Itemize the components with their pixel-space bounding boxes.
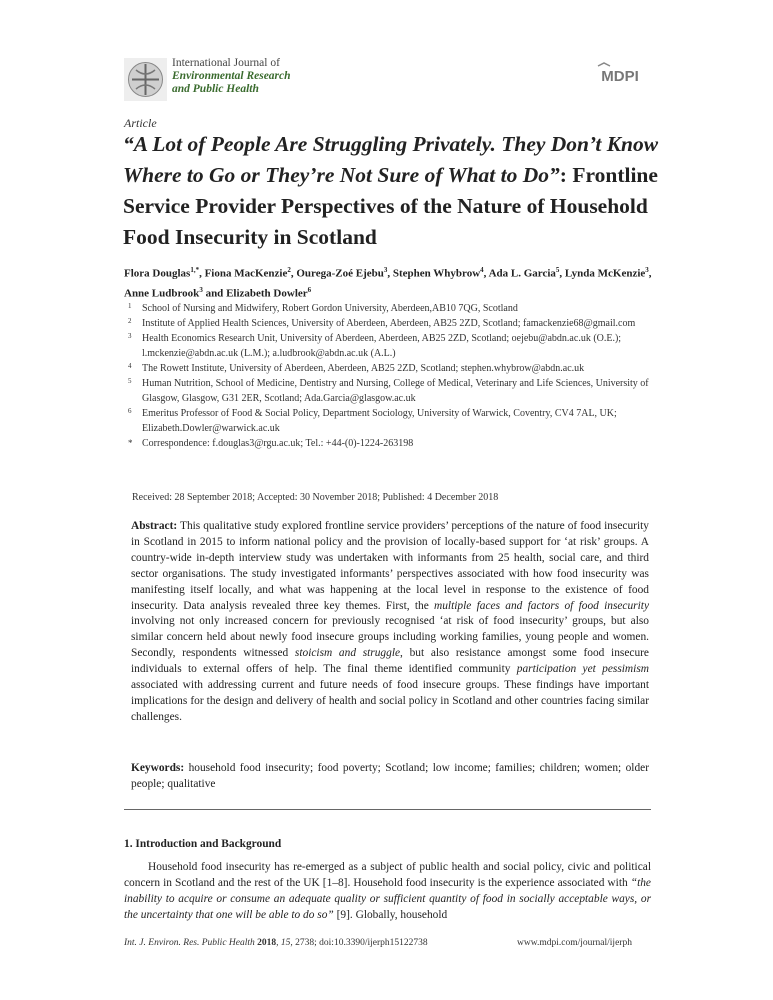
- journal-name-line2: Environmental Research: [172, 70, 291, 82]
- author: Ada L. Garcia: [488, 267, 556, 280]
- abstract-text: This qualitative study explored frontline service providers’ perceptions of the nature of food insecurity in Scotland in 2015 to inform national policy and the provision of locally-based support for ‘at risk’ groups. A country-wide in-depth interview study was undertaken with informants from 25 health, social care, and third sector organisations. The study investigated informants’ perspectives associated with how food insecurity was manifesting itself locally, and what was happening at the local level in response to the existence of food insecurity. Data analysis revealed three key themes. First, the: [131, 520, 649, 612]
- author-affiliation-mark: 6: [307, 285, 312, 294]
- author: Flora Douglas: [124, 267, 191, 280]
- affiliation-text: The Rowett Institute, University of Aberdeen, Aberdeen, AB25 2ZD, Scotland; stephen.whybrow@abdn.ac.uk: [142, 363, 585, 374]
- affiliation-number: 3: [128, 332, 132, 340]
- author-separator: ,: [559, 267, 565, 280]
- correspondence-text: Correspondence: f.douglas3@rgu.ac.uk; Tel.: +44-(0)-1224-263198: [142, 438, 414, 449]
- footer-volume: , 15: [276, 938, 291, 948]
- author-separator: ,: [648, 267, 652, 280]
- author-separator: ,: [483, 267, 489, 280]
- section-divider: [124, 809, 651, 810]
- abstract-text: associated with addressing current and future needs of food insecure groups. These findings have important implications for the design and delivery of health and social policy in Scotland and other countries facing similar challenges.: [131, 679, 649, 723]
- author-affiliation-mark: 4: [480, 266, 484, 274]
- paper-title: [123, 129, 663, 253]
- affiliation-item: [124, 406, 654, 436]
- author: Ourega-Zoé Ejebu: [296, 267, 384, 280]
- affiliation-number: 2: [128, 317, 132, 325]
- footer-year: 2018: [254, 938, 277, 948]
- section-heading: 1. Introduction and Background: [124, 838, 282, 850]
- article-type: Article: [124, 116, 157, 130]
- author: Anne Ludbrook: [124, 287, 200, 300]
- author-affiliation-mark: 3: [383, 266, 388, 274]
- abstract-text: , but also resistance amongst some food insecure individuals to external offers of help. The final theme identified community: [131, 647, 649, 676]
- affiliation-item: [124, 361, 654, 376]
- footer-doi: , 2738; doi:10.3390/ijerph15122738: [290, 938, 428, 948]
- keywords-text: household food insecurity; food poverty; Scotland; low income; families; children; women; older people; qualitative: [131, 762, 649, 790]
- affiliation-item: [124, 376, 654, 406]
- journal-name: [172, 57, 291, 96]
- author-separator: ,: [290, 267, 297, 280]
- author: Stephen Whybrow: [392, 267, 481, 280]
- journal-url[interactable]: www.mdpi.com/journal/ijerph: [517, 938, 632, 948]
- abstract-label: Abstract:: [131, 520, 178, 532]
- author-list: [124, 262, 664, 301]
- affiliation-text: Health Economics Research Unit, University of Aberdeen, Aberdeen, AB25 2ZD, Scotland; oejebu@abdn.ac.uk (O.E.); l.mckenzie@abdn.ac.uk (L.M.); a.ludbrook@abdn.ac.uk (A.L.): [142, 333, 622, 359]
- abstract-emphasis: participation yet pessimism: [516, 663, 649, 676]
- affiliation-number: 5: [128, 377, 132, 385]
- journal-logo-icon: [124, 58, 167, 101]
- abstract-emphasis: stoicism and struggle: [294, 647, 401, 660]
- author-affiliation-mark: 2: [287, 266, 291, 274]
- author: Elizabeth Dowler: [226, 287, 308, 300]
- mdpi-logo-text: MDPI: [601, 68, 639, 85]
- journal-name-line3: and Public Health: [172, 83, 259, 95]
- intro-text: [9]. Globally, household: [333, 908, 448, 921]
- journal-name-line1: International Journal of: [172, 57, 280, 69]
- intro-paragraph: [124, 860, 651, 924]
- paper-title-quote: “A Lot of People Are Struggling Privately. They Don’t Know Where to Go or They’re Not Sure of What to Do”: [123, 132, 659, 187]
- mdpi-logo: [594, 62, 646, 86]
- affiliation-number: 6: [128, 407, 132, 415]
- intro-text: Household food insecurity has re-emerged as a subject of public health and social policy, civic and political concern in Scotland and the rest of the UK [1–8]. Household food insecurity is the experience associated with: [124, 861, 651, 889]
- author: Fiona MacKenzie: [204, 267, 288, 280]
- abstract-text: involving not only increased concern for previously recognised ‘at risk of food insecurity’ groups, but also similar concern held about newly food insecure groups including working families, young people and women. Secondly, respondents witnessed: [131, 615, 649, 660]
- author-affiliation-mark: 3: [199, 285, 203, 294]
- affiliation-item: [124, 316, 654, 331]
- affiliation-list: [124, 301, 654, 451]
- affiliation-text: School of Nursing and Midwifery, Robert Gordon University, Aberdeen,AB10 7QG, Scotland: [142, 303, 518, 314]
- keywords-label: Keywords:: [131, 762, 185, 774]
- abstract-emphasis: multiple faces and factors of food insecurity: [434, 599, 649, 612]
- footer-journal: Int. J. Environ. Res. Public Health: [124, 938, 255, 948]
- affiliation-number: 1: [128, 302, 132, 310]
- correspondence-mark: *: [128, 438, 133, 448]
- affiliation-text: Human Nutrition, School of Medicine, Dentistry and Nursing, College of Medical, Veterinary and Life Sciences, University of Glasgow, Glasgow, G31 2ER, Scotland; Ada.Garcia@glasgow.ac.uk: [142, 378, 649, 404]
- affiliation-number: 4: [128, 362, 132, 370]
- author-separator: ,: [199, 267, 205, 280]
- author-affiliation-mark: 1,*: [190, 266, 200, 274]
- publication-dates: Received: 28 September 2018; Accepted: 30 November 2018; Published: 4 December 2018: [132, 492, 499, 503]
- author-affiliation-mark: 3: [645, 266, 649, 274]
- keywords: [131, 761, 649, 793]
- correspondence: [124, 436, 654, 451]
- affiliation-text: Institute of Applied Health Sciences, University of Aberdeen, Aberdeen, AB25 2ZD, Scotland; famackenzie68@gmail.com: [142, 318, 636, 329]
- author-separator: and: [202, 287, 227, 300]
- author-affiliation-mark: 5: [555, 266, 560, 274]
- affiliation-item: [124, 301, 654, 316]
- author: Lynda McKenzie: [564, 267, 646, 280]
- paper-title-rest: : Frontline Service Provider Perspectives of the Nature of Household Food Insecurity in Scotland: [123, 163, 658, 249]
- affiliation-item: [124, 331, 654, 361]
- abstract: [131, 519, 649, 726]
- affiliation-text: Emeritus Professor of Food & Social Policy, Department Sociology, University of Warwick, Coventry, CV4 7AL, UK; Elizabeth.Dowler@warwick.ac.uk: [142, 408, 617, 434]
- author-separator: ,: [387, 267, 393, 280]
- intro-quote: “the inability to acquire or consume an adequate quality or sufficient quantity of food in socially acceptable ways, or the uncertainty that one will be able to do so”: [124, 876, 651, 921]
- citation-footer: [124, 938, 428, 948]
